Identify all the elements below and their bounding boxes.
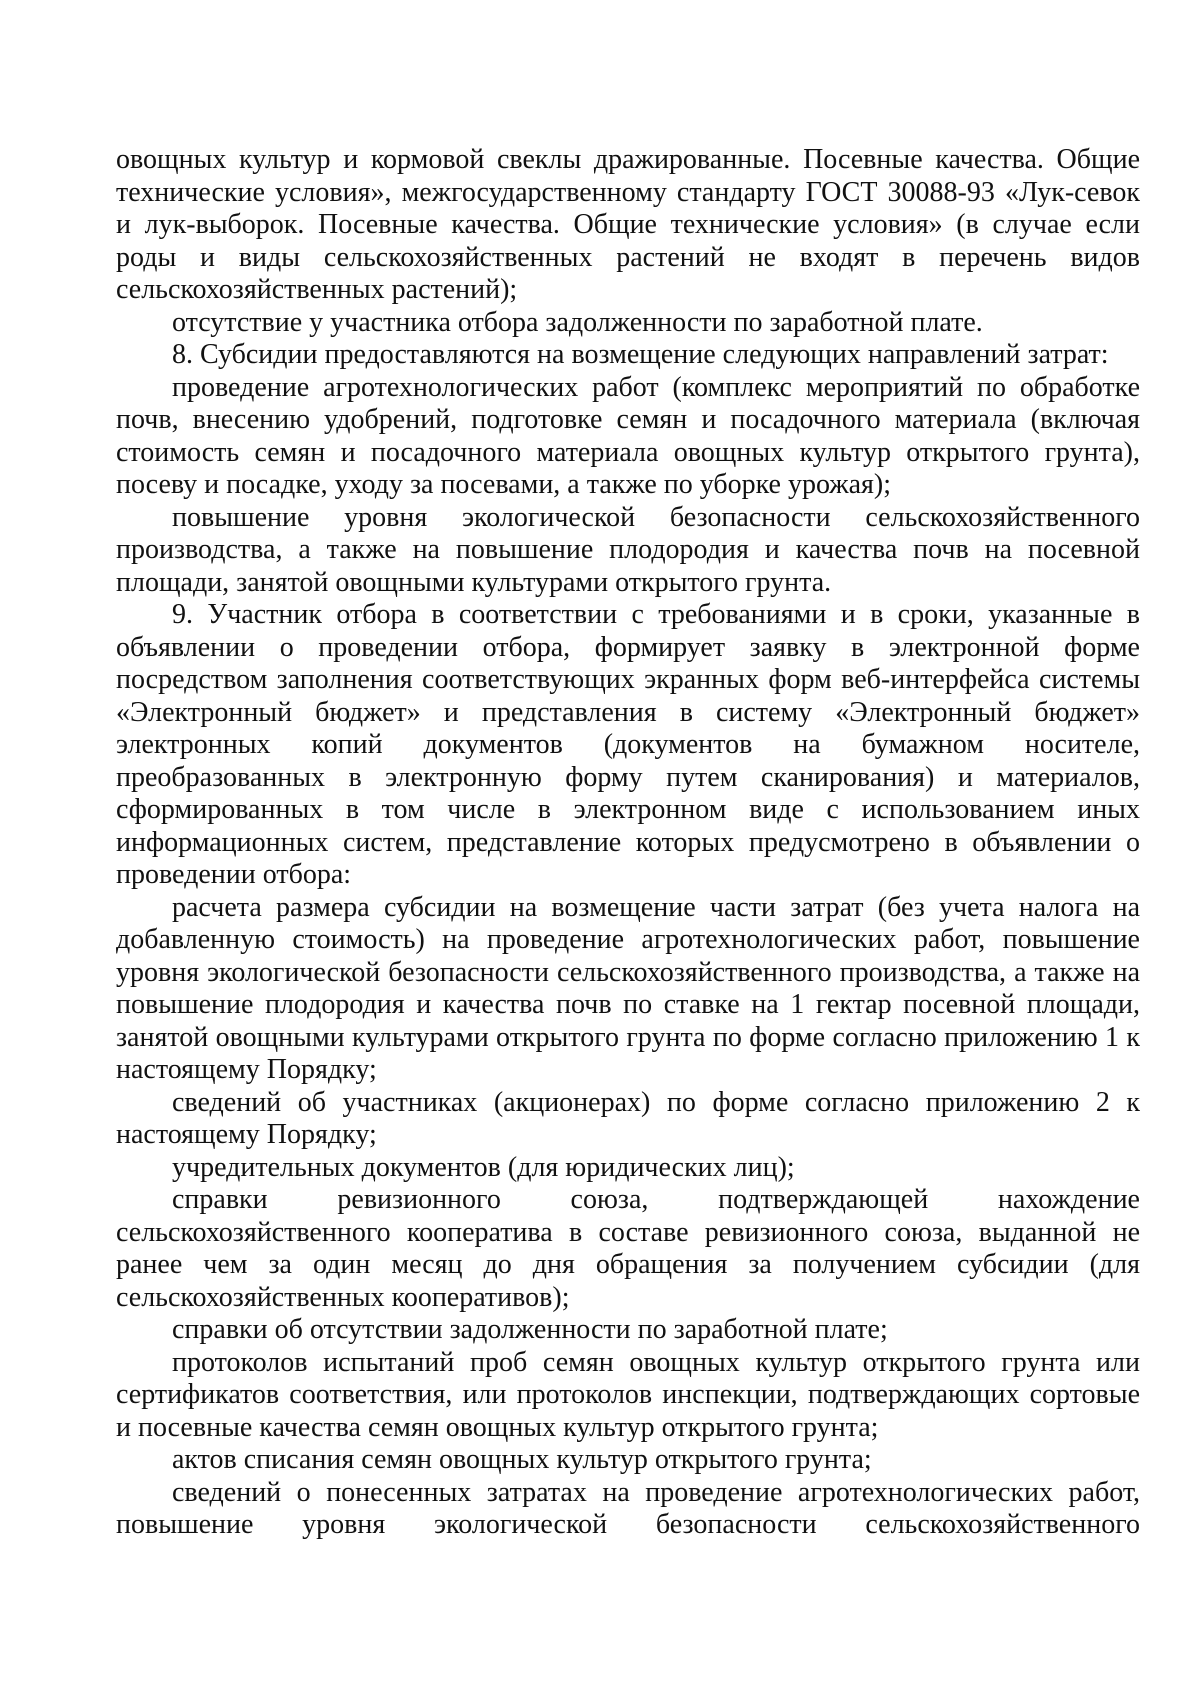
paragraph-agrotech-works: проведение агротехнологических работ (комплекс мероприятий по обработке почв, внесению удобрений, подготовке семян и посадочного материала (включая стоимость семян и посадочного материала овощных культур открытого грунта), посеву и посадке, уходу за посевами, а также по уборке урожая);	[116, 371, 1140, 500]
paragraph-gost-standards: овощных культур и кормовой свеклы дражированные. Посевные качества. Общие технические условия», межгосударственному стандарту ГОСТ 30088-93 «Лук-севок и лук-выборок. Посевные качества. Общие технические условия» (в случае если роды и виды сельскохозяйственных растений не входят в перечень видов сельскохозяйственных растений);	[116, 144, 1140, 305]
document-body	[116, 144, 1140, 1542]
paragraph-section-9: 9. Участник отбора в соответствии с требованиями и в сроки, указанные в объявлении о проведении отбора, формирует заявку в электронной форме посредством заполнения соответствующих экранных форм веб-интерфейса системы «Электронный бюджет» и представления в систему «Электронный бюджет» электронных копий документов (документов на бумажном носителе, преобразованных в электронную форму путем сканирования) и материалов, сформированных в том числе в электронном виде с использованием иных информационных систем, представление которых предусмотрено в объявлении о проведении отбора:	[116, 599, 1140, 890]
paragraph-wage-debt-certificate: справки об отсутствии задолженности по заработной плате;	[172, 1314, 888, 1345]
paragraph-subsidy-calculation: расчета размера субсидии на возмещение части затрат (без учета налога на добавленную стоимость) на проведение агротехнологических работ, повышение уровня экологической безопасности сельскохозяйственного производства, а также на повышение плодородия и качества почв по ставке на 1 гектар посевной площади, занятой овощными культурами открытого грунта по форме согласно приложению 1 к настоящему Порядку;	[116, 891, 1140, 1085]
paragraph-founding-documents: учредительных документов (для юридических лиц);	[172, 1151, 795, 1183]
paragraph-shareholders: сведений об участниках (акционерах) по форме согласно приложению 2 к настоящему Порядку;	[116, 1086, 1140, 1150]
paragraph-audit-union-certificate: справки ревизионного союза, подтверждающей нахождение сельскохозяйственного кооператива в составе ревизионного союза, выданной не ранее чем за один месяц до дня обращения за получением субсидии (для сельскохозяйственных кооперативов);	[116, 1184, 1140, 1313]
paragraph-seed-test-protocols: протоколов испытаний проб семян овощных культур открытого грунта или сертификатов соответствия, или протоколов инспекции, подтверждающих сортовые и посевные качества семян овощных культур открытого грунта;	[116, 1346, 1140, 1443]
paragraph-incurred-costs: сведений о понесенных затратах на проведение агротехнологических работ, повышение уровня экологической безопасности сельскохозяйственного	[116, 1476, 1140, 1540]
paragraph-ecological-safety: повышение уровня экологической безопасности сельскохозяйственного производства, а также на повышение плодородия и качества почв на посевной площади, занятой овощными культурами открытого грунта.	[116, 501, 1140, 598]
paragraph-section-8: 8. Субсидии предоставляются на возмещение следующих направлений затрат:	[172, 339, 1109, 370]
paragraph-seed-writeoff-acts: актов списания семян овощных культур открытого грунта;	[172, 1444, 872, 1475]
paragraph-no-wage-debt: отсутствие у участника отбора задолженности по заработной плате.	[172, 306, 983, 338]
